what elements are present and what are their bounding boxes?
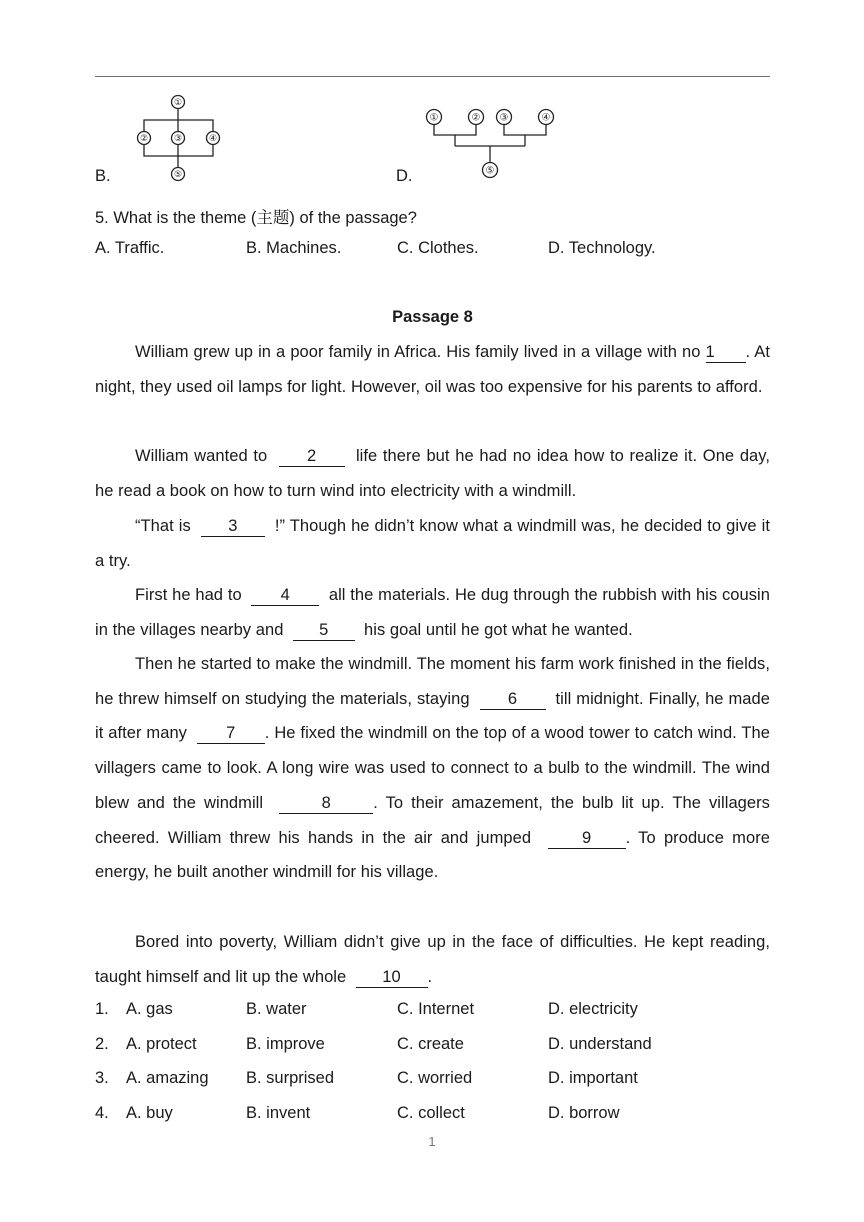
question-5-options bbox=[95, 239, 770, 263]
blank-10: 10 bbox=[356, 968, 428, 988]
node-5: ⑤ bbox=[173, 170, 183, 181]
answer-option-c: C. collect bbox=[397, 1104, 465, 1122]
node-2: ② bbox=[471, 112, 481, 124]
diagram-option-b bbox=[133, 92, 225, 184]
question-5: 5. What is the theme (主题) of the passage? bbox=[95, 209, 417, 227]
option-b-label: B. bbox=[95, 167, 111, 185]
diagram-option-d bbox=[423, 104, 563, 184]
blank-2: 2 bbox=[279, 447, 345, 467]
answer-option-b: B. invent bbox=[246, 1104, 311, 1122]
answer-option-c: C. Internet bbox=[397, 1000, 475, 1018]
p3-text-b: !” Though he didn’t know what a windmill was, he decided to give it a try. bbox=[95, 517, 770, 570]
p2-text-a: William wanted to bbox=[135, 447, 268, 465]
p5-text-d: . To their amazement, the bulb lit up. The villagers cheered. William threw his hands in the air and jumped bbox=[95, 793, 770, 847]
answer-option-a: A. amazing bbox=[126, 1069, 209, 1087]
node-2: ② bbox=[139, 134, 149, 145]
p4-text-b: all the materials. He dug through the rubbish with his cousin in the villages nearby and bbox=[95, 586, 770, 639]
blank-8: 8 bbox=[279, 794, 373, 814]
node-3: ③ bbox=[173, 134, 183, 145]
answer-row-4 bbox=[95, 1104, 770, 1128]
answer-option-a: A. protect bbox=[126, 1035, 197, 1053]
p4-text-c: his goal until he got what he wanted. bbox=[364, 620, 633, 639]
paragraph-4 bbox=[95, 578, 770, 647]
q5-option-a: A. Traffic. bbox=[95, 239, 165, 257]
node-4: ④ bbox=[208, 134, 218, 145]
q5-option-b: B. Machines. bbox=[246, 239, 342, 257]
paragraph-6 bbox=[95, 925, 770, 994]
p5-text-b: till midnight. Finally, he made it after many bbox=[95, 689, 770, 743]
blank-6: 6 bbox=[480, 690, 546, 710]
p5-text-e: . To produce more energy, he built another windmill for his village. bbox=[95, 828, 770, 882]
p5-text-a: Then he started to make the windmill. The moment his farm work finished in the fields, he threw himself on studying the materials, staying bbox=[95, 655, 770, 708]
node-1: ① bbox=[173, 98, 183, 109]
paragraph-2 bbox=[95, 439, 770, 508]
answer-number: 1. bbox=[95, 1000, 109, 1018]
p2-text-b: life there but he had no idea how to realize it. One day, he read a book on how to turn wind into electricity with a windmill. bbox=[95, 447, 770, 500]
paragraph-5 bbox=[95, 647, 770, 890]
answer-option-a: A. gas bbox=[126, 1000, 173, 1018]
answer-option-d: D. electricity bbox=[548, 1000, 638, 1018]
blank-1: 1 bbox=[706, 343, 746, 363]
answer-row-3 bbox=[95, 1069, 770, 1093]
option-d-label: D. bbox=[396, 167, 413, 185]
answer-option-d: D. important bbox=[548, 1069, 638, 1087]
answer-option-d: D. understand bbox=[548, 1035, 652, 1053]
header-rule bbox=[95, 76, 770, 77]
answer-number: 4. bbox=[95, 1104, 109, 1122]
passage-title: Passage 8 bbox=[392, 308, 473, 326]
p6-text-b: . bbox=[427, 967, 433, 986]
blank-5: 5 bbox=[293, 621, 355, 641]
paragraph-3 bbox=[95, 509, 770, 578]
p3-text-a: “That is bbox=[135, 517, 191, 535]
answer-option-a: A. buy bbox=[126, 1104, 173, 1122]
answer-row-2 bbox=[95, 1035, 770, 1059]
answer-option-b: B. improve bbox=[246, 1035, 325, 1053]
answer-option-c: C. worried bbox=[397, 1069, 473, 1087]
blank-7: 7 bbox=[197, 724, 265, 744]
blank-4: 4 bbox=[251, 586, 319, 606]
answer-option-c: C. create bbox=[397, 1035, 464, 1053]
p6-text-a: Bored into poverty, William didn’t give up in the face of difficulties. He kept reading, taught himself and lit up the whole bbox=[95, 933, 770, 986]
answer-number: 3. bbox=[95, 1069, 109, 1087]
node-3: ③ bbox=[499, 112, 509, 124]
q5-option-c: C. Clothes. bbox=[397, 239, 479, 257]
answer-row-1 bbox=[95, 1000, 770, 1024]
blank-9: 9 bbox=[548, 829, 626, 849]
paragraph-1 bbox=[95, 335, 770, 404]
answer-number: 2. bbox=[95, 1035, 109, 1053]
answer-option-b: B. water bbox=[246, 1000, 307, 1018]
answer-option-d: D. borrow bbox=[548, 1104, 620, 1122]
node-1: ① bbox=[429, 112, 439, 124]
q5-option-d: D. Technology. bbox=[548, 239, 656, 257]
page-number: 1 bbox=[428, 1134, 436, 1149]
node-4: ④ bbox=[541, 112, 551, 124]
p5-text-c: . He fixed the windmill on the top of a wood tower to catch wind. The villagers came to look. A long wire was used to connect to a bulb to the windmill. The wind blew and the windmill bbox=[95, 724, 770, 812]
blank-3: 3 bbox=[201, 517, 265, 537]
p1-text-b: . At night, they used oil lamps for light. However, oil was too expensive for his parents to afford. bbox=[95, 343, 770, 396]
node-5: ⑤ bbox=[485, 165, 495, 177]
p1-text-a: William grew up in a poor family in Africa. His family lived in a village with no bbox=[135, 343, 701, 361]
answer-option-b: B. surprised bbox=[246, 1069, 335, 1087]
p4-text-a: First he had to bbox=[135, 586, 242, 604]
